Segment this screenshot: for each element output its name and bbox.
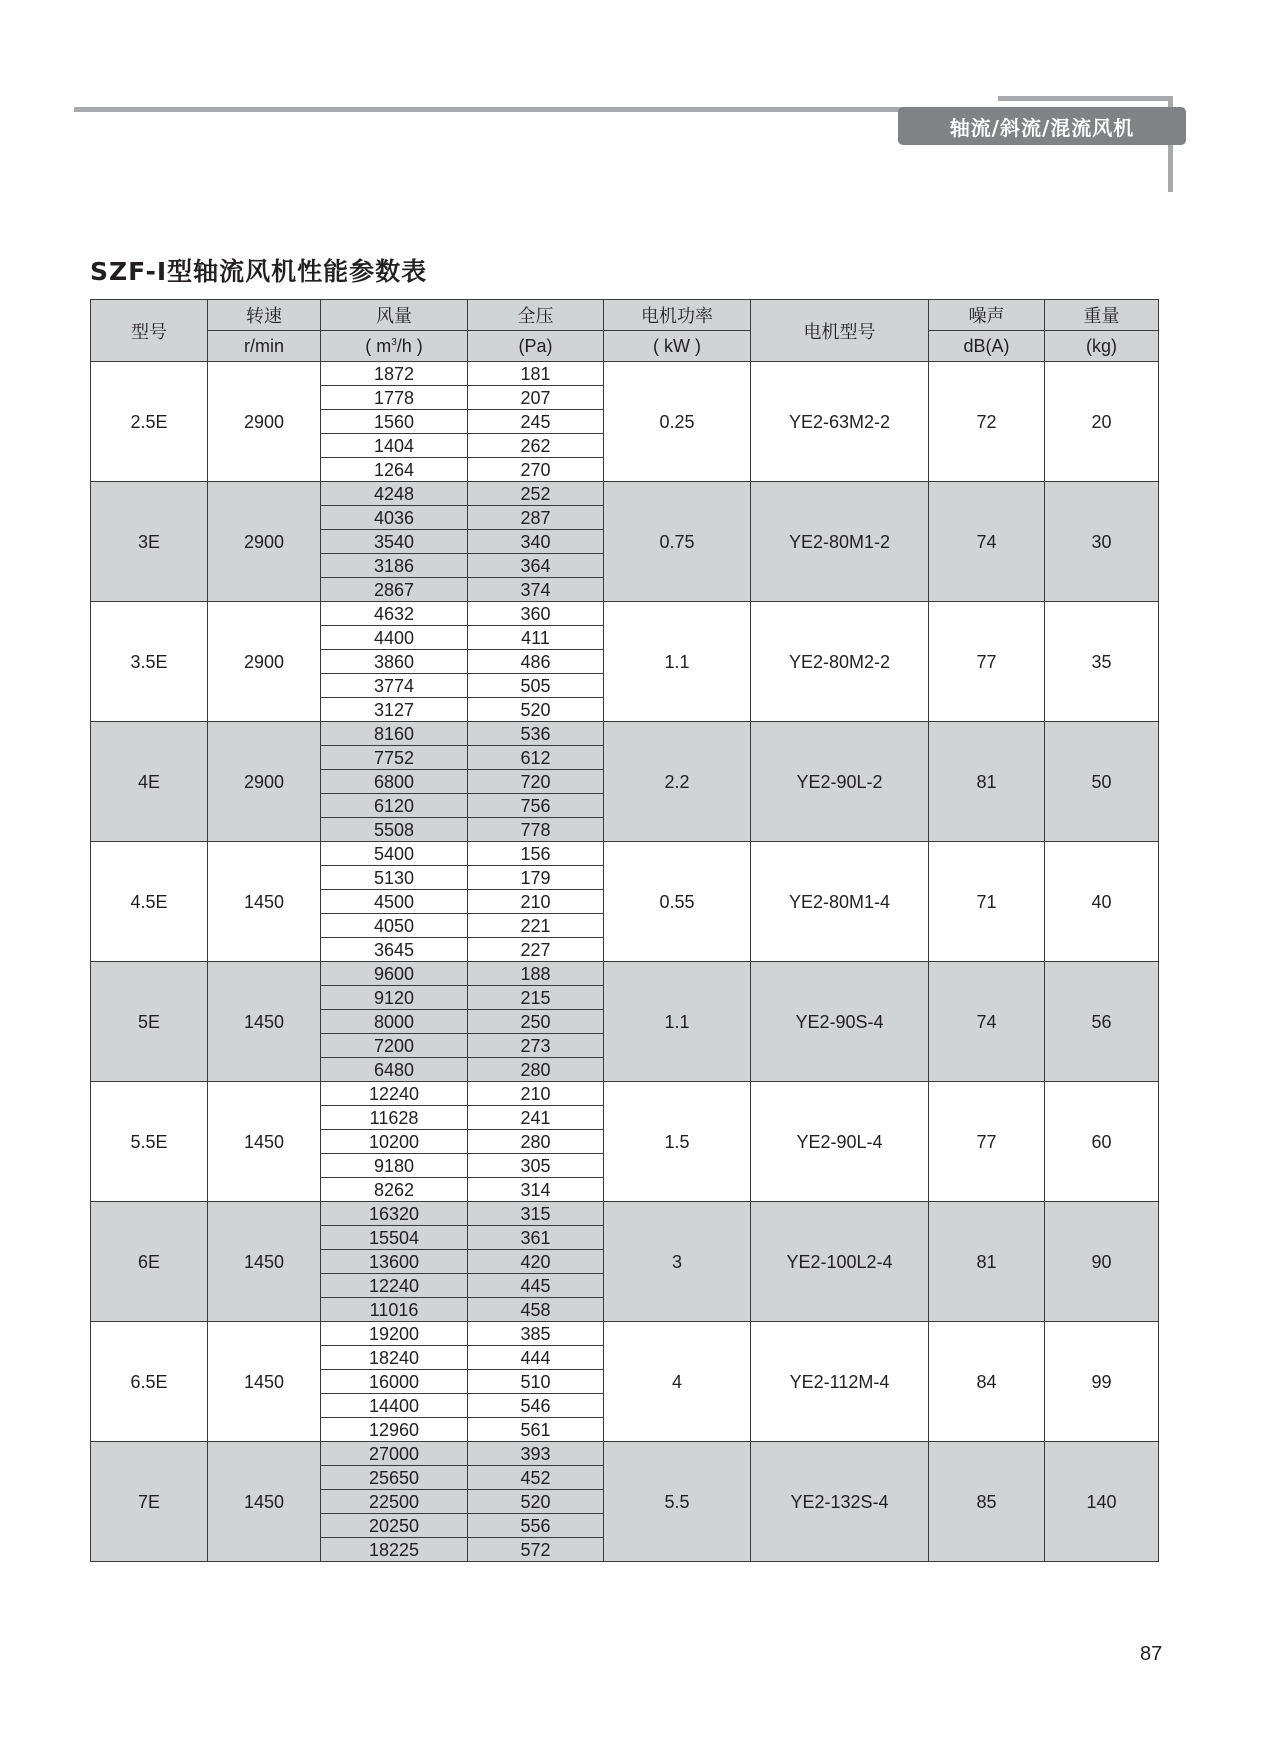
header-speed: 转速: [208, 300, 321, 331]
cell-power: 3: [604, 1202, 751, 1322]
cell-noise: 72: [929, 362, 1045, 482]
page-number: 87: [1140, 1643, 1163, 1665]
cell-model: 3.5E: [91, 602, 208, 722]
cell-pressure: 188: [468, 962, 604, 986]
cell-airflow: 6120: [321, 794, 468, 818]
cell-weight: 90: [1045, 1202, 1159, 1322]
cell-airflow: 25650: [321, 1466, 468, 1490]
cell-pressure: 241: [468, 1106, 604, 1130]
table-row: [91, 1082, 1159, 1106]
cell-pressure: 561: [468, 1418, 604, 1442]
cell-airflow: 1560: [321, 410, 468, 434]
cell-power: 0.75: [604, 482, 751, 602]
cell-airflow: 9600: [321, 962, 468, 986]
cell-speed: 1450: [208, 1322, 321, 1442]
category-badge: 轴流/斜流/混流风机: [898, 107, 1186, 145]
cell-pressure: 720: [468, 770, 604, 794]
cell-airflow: 8000: [321, 1010, 468, 1034]
cell-airflow: 27000: [321, 1442, 468, 1466]
cell-pressure: 393: [468, 1442, 604, 1466]
cell-power: 1.5: [604, 1082, 751, 1202]
header-weight: 重量: [1045, 300, 1159, 331]
airflow-unit-text: /h ): [396, 335, 423, 356]
cell-model: 6E: [91, 1202, 208, 1322]
cell-pressure: 411: [468, 626, 604, 650]
cell-airflow: 4500: [321, 890, 468, 914]
cell-airflow: 10200: [321, 1130, 468, 1154]
cell-pressure: 452: [468, 1466, 604, 1490]
header-pressure-unit: (Pa): [468, 331, 604, 362]
cell-motor: YE2-80M1-2: [751, 482, 929, 602]
cell-speed: 2900: [208, 482, 321, 602]
cell-pressure: 510: [468, 1370, 604, 1394]
cell-airflow: 11628: [321, 1106, 468, 1130]
cell-airflow: 16000: [321, 1370, 468, 1394]
cell-airflow: 5130: [321, 866, 468, 890]
cell-pressure: 315: [468, 1202, 604, 1226]
table-row: [91, 362, 1159, 386]
cell-airflow: 4050: [321, 914, 468, 938]
cell-pressure: 314: [468, 1178, 604, 1202]
cell-noise: 71: [929, 842, 1045, 962]
cell-pressure: 262: [468, 434, 604, 458]
cell-pressure: 287: [468, 506, 604, 530]
table-row: [91, 482, 1159, 506]
table-row: [91, 1202, 1159, 1226]
header-noise-unit: dB(A): [929, 331, 1045, 362]
cell-weight: 30: [1045, 482, 1159, 602]
cell-speed: 2900: [208, 602, 321, 722]
airflow-unit-text: ( m: [365, 335, 392, 356]
cell-airflow: 4036: [321, 506, 468, 530]
cell-airflow: 11016: [321, 1298, 468, 1322]
cell-noise: 84: [929, 1322, 1045, 1442]
table-row: [91, 722, 1159, 746]
cell-airflow: 6800: [321, 770, 468, 794]
cell-airflow: 16320: [321, 1202, 468, 1226]
cell-airflow: 6480: [321, 1058, 468, 1082]
cell-airflow: 3860: [321, 650, 468, 674]
cell-airflow: 1778: [321, 386, 468, 410]
cell-pressure: 756: [468, 794, 604, 818]
cell-pressure: 207: [468, 386, 604, 410]
header-motor: 电机型号: [751, 300, 929, 362]
cell-pressure: 340: [468, 530, 604, 554]
cell-pressure: 210: [468, 1082, 604, 1106]
cell-airflow: 14400: [321, 1394, 468, 1418]
cell-pressure: 364: [468, 554, 604, 578]
cell-airflow: 2867: [321, 578, 468, 602]
cell-noise: 77: [929, 602, 1045, 722]
cell-weight: 40: [1045, 842, 1159, 962]
header-airflow: 风量: [321, 300, 468, 331]
header-speed-unit: r/min: [208, 331, 321, 362]
cell-airflow: 12240: [321, 1274, 468, 1298]
cell-airflow: 7752: [321, 746, 468, 770]
cell-power: 2.2: [604, 722, 751, 842]
cell-weight: 56: [1045, 962, 1159, 1082]
cell-pressure: 520: [468, 698, 604, 722]
header-airflow-unit: [321, 331, 468, 362]
cell-weight: 99: [1045, 1322, 1159, 1442]
cell-motor: YE2-63M2-2: [751, 362, 929, 482]
header-pressure: 全压: [468, 300, 604, 331]
cell-weight: 35: [1045, 602, 1159, 722]
cell-airflow: 12960: [321, 1418, 468, 1442]
cell-airflow: 22500: [321, 1490, 468, 1514]
cell-airflow: 8262: [321, 1178, 468, 1202]
cell-airflow: 18240: [321, 1346, 468, 1370]
cell-pressure: 444: [468, 1346, 604, 1370]
cell-pressure: 556: [468, 1514, 604, 1538]
cell-pressure: 486: [468, 650, 604, 674]
cell-pressure: 181: [468, 362, 604, 386]
cell-speed: 1450: [208, 962, 321, 1082]
cell-motor: YE2-80M2-2: [751, 602, 929, 722]
cell-pressure: 156: [468, 842, 604, 866]
cell-pressure: 227: [468, 938, 604, 962]
cell-model: 5E: [91, 962, 208, 1082]
cell-pressure: 250: [468, 1010, 604, 1034]
cell-airflow: 1264: [321, 458, 468, 482]
cell-motor: YE2-100L2-4: [751, 1202, 929, 1322]
cell-airflow: 12240: [321, 1082, 468, 1106]
cell-airflow: 3127: [321, 698, 468, 722]
cell-model: 7E: [91, 1442, 208, 1562]
cell-pressure: 520: [468, 1490, 604, 1514]
cell-pressure: 445: [468, 1274, 604, 1298]
cell-power: 4: [604, 1322, 751, 1442]
header-noise: 噪声: [929, 300, 1045, 331]
table-body: [91, 362, 1159, 1562]
table-row: [91, 962, 1159, 986]
airflow-unit-superscript: 3: [391, 336, 397, 348]
cell-motor: YE2-80M1-4: [751, 842, 929, 962]
cell-pressure: 179: [468, 866, 604, 890]
cell-pressure: 361: [468, 1226, 604, 1250]
cell-weight: 140: [1045, 1442, 1159, 1562]
cell-model: 2.5E: [91, 362, 208, 482]
performance-table: [90, 299, 1159, 1562]
cell-pressure: 252: [468, 482, 604, 506]
cell-airflow: 9180: [321, 1154, 468, 1178]
cell-airflow: 1404: [321, 434, 468, 458]
table-row: [91, 1442, 1159, 1466]
cell-airflow: 3186: [321, 554, 468, 578]
cell-weight: 20: [1045, 362, 1159, 482]
cell-airflow: 3540: [321, 530, 468, 554]
cell-airflow: 9120: [321, 986, 468, 1010]
cell-airflow: 4248: [321, 482, 468, 506]
cell-noise: 77: [929, 1082, 1045, 1202]
header-power: 电机功率: [604, 300, 751, 331]
cell-noise: 74: [929, 482, 1045, 602]
header-power-unit: ( kW ): [604, 331, 751, 362]
cell-motor: YE2-132S-4: [751, 1442, 929, 1562]
cell-pressure: 270: [468, 458, 604, 482]
cell-speed: 1450: [208, 1442, 321, 1562]
cell-pressure: 210: [468, 890, 604, 914]
cell-airflow: 8160: [321, 722, 468, 746]
cell-model: 4.5E: [91, 842, 208, 962]
cell-pressure: 280: [468, 1058, 604, 1082]
page-title: SZF-I型轴流风机性能参数表: [90, 257, 428, 286]
cell-motor: YE2-90L-4: [751, 1082, 929, 1202]
cell-noise: 81: [929, 722, 1045, 842]
cell-speed: 1450: [208, 1082, 321, 1202]
cell-pressure: 546: [468, 1394, 604, 1418]
cell-power: 5.5: [604, 1442, 751, 1562]
cell-weight: 60: [1045, 1082, 1159, 1202]
cell-pressure: 305: [468, 1154, 604, 1178]
cell-airflow: 3645: [321, 938, 468, 962]
cell-airflow: 4400: [321, 626, 468, 650]
cell-power: 1.1: [604, 962, 751, 1082]
cell-pressure: 778: [468, 818, 604, 842]
cell-airflow: 15504: [321, 1226, 468, 1250]
cell-pressure: 215: [468, 986, 604, 1010]
header-weight-unit: (kg): [1045, 331, 1159, 362]
cell-airflow: 20250: [321, 1514, 468, 1538]
cell-motor: YE2-90S-4: [751, 962, 929, 1082]
cell-airflow: 19200: [321, 1322, 468, 1346]
cell-pressure: 374: [468, 578, 604, 602]
cell-pressure: 360: [468, 602, 604, 626]
cell-model: 5.5E: [91, 1082, 208, 1202]
cell-airflow: 1872: [321, 362, 468, 386]
cell-airflow: 4632: [321, 602, 468, 626]
header-model: 型号: [91, 300, 208, 362]
cell-weight: 50: [1045, 722, 1159, 842]
cell-noise: 74: [929, 962, 1045, 1082]
cell-model: 3E: [91, 482, 208, 602]
corner-bracket-horizontal: [998, 96, 1172, 101]
cell-pressure: 273: [468, 1034, 604, 1058]
cell-speed: 1450: [208, 842, 321, 962]
cell-pressure: 505: [468, 674, 604, 698]
table-row: [91, 842, 1159, 866]
table-row: [91, 1322, 1159, 1346]
cell-motor: YE2-90L-2: [751, 722, 929, 842]
cell-airflow: 13600: [321, 1250, 468, 1274]
cell-pressure: 536: [468, 722, 604, 746]
cell-pressure: 612: [468, 746, 604, 770]
cell-airflow: 3774: [321, 674, 468, 698]
cell-pressure: 572: [468, 1538, 604, 1562]
cell-speed: 2900: [208, 722, 321, 842]
cell-airflow: 5508: [321, 818, 468, 842]
cell-model: 6.5E: [91, 1322, 208, 1442]
cell-pressure: 458: [468, 1298, 604, 1322]
cell-power: 1.1: [604, 602, 751, 722]
cell-pressure: 280: [468, 1130, 604, 1154]
cell-airflow: 5400: [321, 842, 468, 866]
cell-pressure: 221: [468, 914, 604, 938]
cell-noise: 85: [929, 1442, 1045, 1562]
cell-airflow: 7200: [321, 1034, 468, 1058]
table-header: [91, 300, 1159, 362]
cell-airflow: 18225: [321, 1538, 468, 1562]
cell-motor: YE2-112M-4: [751, 1322, 929, 1442]
cell-speed: 2900: [208, 362, 321, 482]
cell-pressure: 420: [468, 1250, 604, 1274]
cell-power: 0.25: [604, 362, 751, 482]
cell-noise: 81: [929, 1202, 1045, 1322]
cell-speed: 1450: [208, 1202, 321, 1322]
table-row: [91, 602, 1159, 626]
cell-pressure: 385: [468, 1322, 604, 1346]
cell-model: 4E: [91, 722, 208, 842]
cell-pressure: 245: [468, 410, 604, 434]
cell-power: 0.55: [604, 842, 751, 962]
